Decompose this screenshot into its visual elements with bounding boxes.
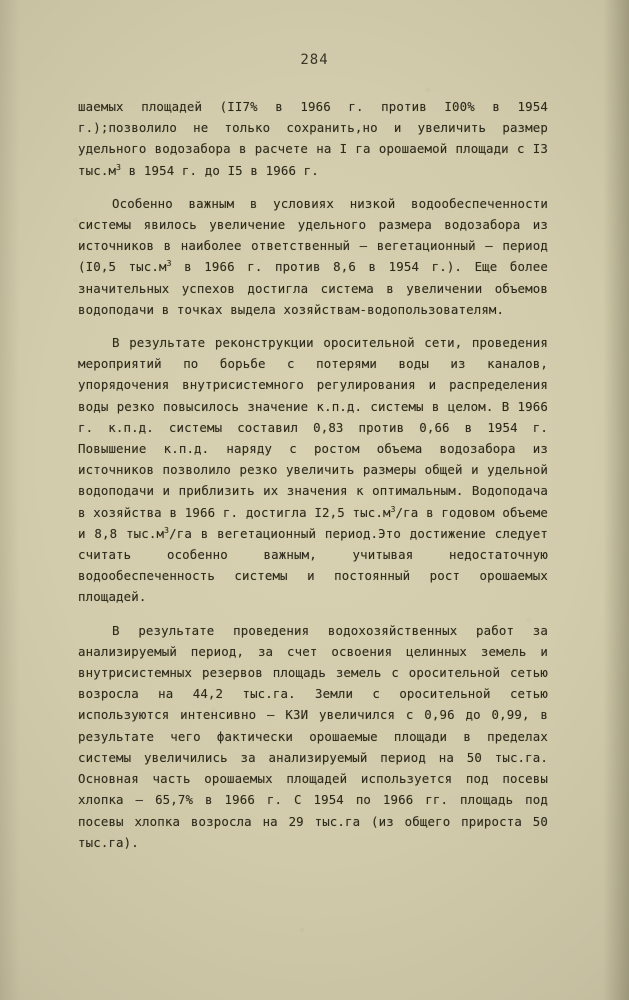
page-body bbox=[78, 96, 548, 865]
superscript: 3 bbox=[164, 525, 170, 535]
superscript: 3 bbox=[116, 162, 122, 172]
paragraph-2: Особенно важным в условиях низкой водообеспеченности системы явилось увеличение удельного размера водозабора из источников в наиболее ответственный – вегетационный – период (I0,5 $тыс.м^3$ в 1966 г. против 8,6 в 1954 г.). Еще более значительных успехов достигла система в увеличении объемов водоподачи в точках выдела хозяйствам-водопользователям. bbox=[78, 195, 548, 317]
paragraph-4: В результате проведения водохозяйственных работ за анализируемый период, за счет освоения целинных земель и внутрисистемных резервов площадь земель с оросительной сетью возросла на 44,2 тыс.га. Земли с оросительной сетью используются интенсивно – КЗИ увеличился с 0,96 до 0,99, в результате чего фактически орошаемые площади в пределах системы увеличились за анализируемый период на 50 тыс.га. Основная часть орошаемых площадей используется под посевы хлопка – 65,7% в 1966 г. С 1954 по 1966 гг. площадь под посевы хлопка возросла на 29 тыс.га (из общего прироста 50 тыс.га). bbox=[78, 622, 548, 850]
superscript: 3 bbox=[390, 504, 396, 514]
paragraph-1: шаемых площадей (II7% в 1966 г. против I00% в 1954 г.);позволило не только сохранить,но и увеличить размер удельного водозабора в расчете на I га орошаемой площади с I3 $тыс.м^3$ в 1954 г. до I5 в 1966 г. bbox=[78, 99, 548, 178]
superscript: 3 bbox=[166, 259, 172, 269]
paragraph-3: В результате реконструкции оросительной сети, проведения мероприятий по борьбе с потерями воды из каналов, упорядочения внутрисистемного регулирования и распределения воды резко повысилось значение к.п.д. системы в целом. В 1966 г. к.п.д. системы составил 0,83 против 0,66 в 1954 г. Повышение к.п.д. наряду с ростом объема водозабора из источников позволило резко увеличить размеры общей и удельной водоподачи и приблизить их значения к оптимальным. Водоподача в хозяйства в 1966 г. достигла I2,5 $тыс.м^3/га$ в годовом объеме и 8,8 $тыс.м^3/га$ в вегетационный период.Это достижение следует считать особенно важным, учитывая недостаточную водообеспеченность системы и постоянный рост орошаемых площадей. bbox=[78, 335, 548, 605]
page-number: 284 bbox=[300, 52, 329, 68]
